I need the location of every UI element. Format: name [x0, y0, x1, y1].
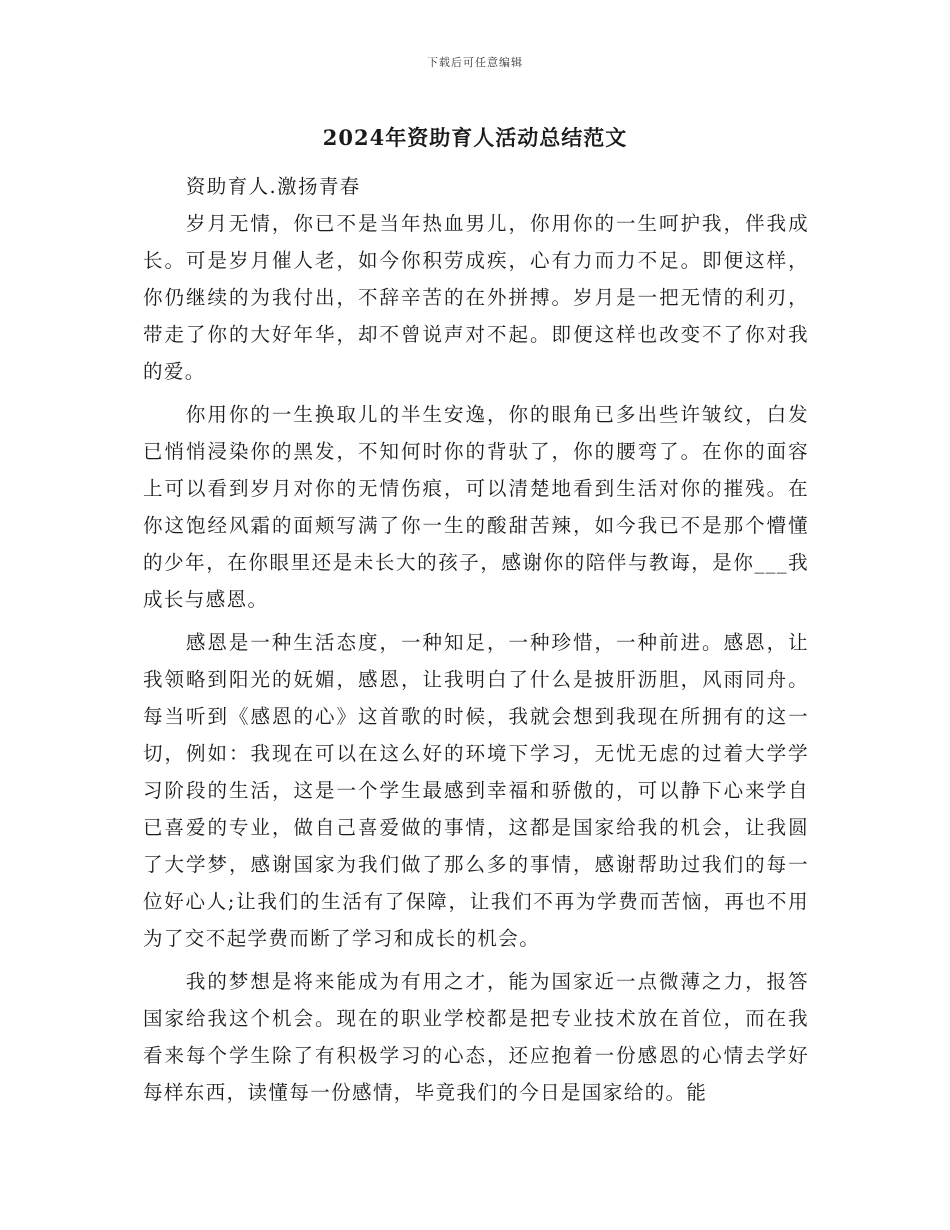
body-paragraph: 你用你的一生换取儿的半生安逸，你的眼角已多出些许皱纹，白发已悄悄浸染你的黑发，不知何时你的背驮了，你的腰弯了。在你的面容上可以看到岁月对你的无情伤痕，可以清楚地看到生活对你的摧残。在你这饱经风霜的面颊写满了你一生的酸甜苦辣，如今我已不是那个懵懂的少年，在你眼里还是未长大的孩子，感谢你的陪伴与教诲，是你___我成长与感恩。 — [143, 403, 809, 611]
document-title: 2024年资助育人活动总结范文 — [322, 125, 628, 150]
subtitle-paragraph: 资助育人.激扬青春 — [185, 175, 361, 198]
body-paragraph: 感恩是一种生活态度，一种知足，一种珍惜，一种前进。感恩，让我领略到阳光的妩媚，感恩，让我明白了什么是披肝沥胆，风雨同舟。每当听到《感恩的心》这首歌的时候，我就会想到我现在所拥有的这一切，例如：我现在可以在这么好的环境下学习，无忧无虑的过着大学学习阶段的生活，这是一个学生最感到幸福和骄傲的，可以静下心来学自已喜爱的专业，做自己喜爱做的事情，这都是国家给我的机会，让我圆了大学梦，感谢国家为我们做了那么多的事情，感谢帮助过我们的每一位好心人;让我们的生活有了保障，让我们不再为学费而苦恼，再也不用为了交不起学费而断了学习和成长的机会。 — [143, 631, 809, 950]
header-note: 下载后可任意编辑 — [427, 56, 523, 69]
document-body — [143, 168, 809, 1117]
body-paragraph: 岁月无情，你已不是当年热血男儿，你用你的一生呵护我，伴我成长。可是岁月催人老，如今你积劳成疾，心有力而力不足。即便这样，你仍继续的为我付出，不辞辛苦的在外拼搏。岁月是一把无情的利刃，带走了你的大好年华，却不曾说声对不起。即便这样也改变不了你对我的爱。 — [143, 212, 809, 383]
body-paragraph: 我的梦想是将来能成为有用之才，能为国家近一点微薄之力，报答国家给我这个机会。现在的职业学校都是把专业技术放在首位，而在我看来每个学生除了有积极学习的心态，还应抱着一份感恩的心情去学好每样东西，读懂每一份感情，毕竟我们的今日是国家给的。能 — [143, 970, 809, 1104]
